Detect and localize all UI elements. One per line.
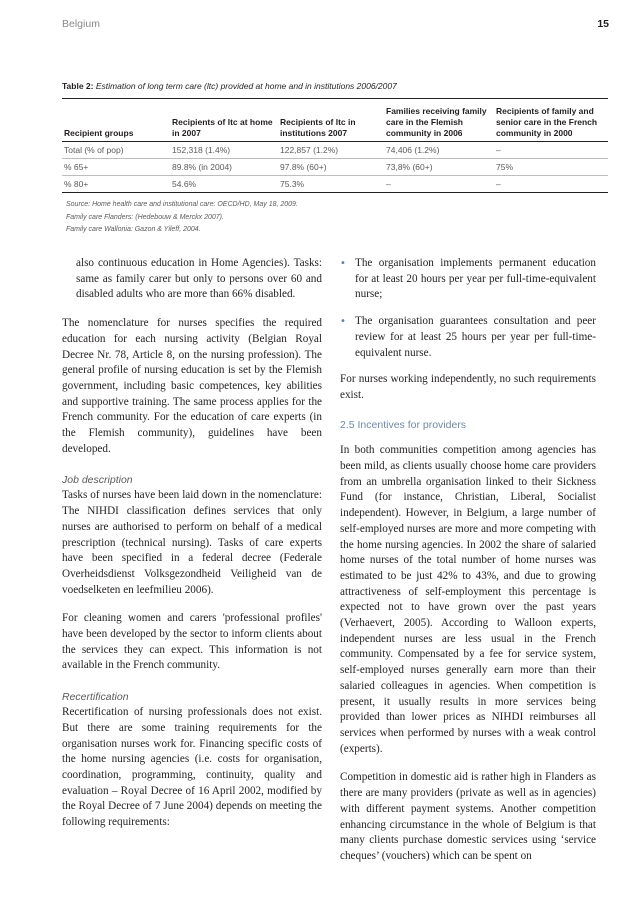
bullet-icon: • bbox=[340, 258, 346, 269]
table-caption-text: Estimation of long term care (ltc) provided at home and in institutions 2006/2007 bbox=[95, 81, 397, 91]
table-header-cell: Recipients of ltc in institutions 2007 bbox=[280, 117, 356, 138]
page-number: 15 bbox=[597, 18, 609, 30]
subheading-recertification: Recertification bbox=[62, 691, 129, 704]
paragraph: In both communities competition among agencies has been mild, as clients usually choose home care providers from an umbrella organisation linked to their Sickness Fund (for instance, Christian, Liberal, Socialist independent). However, in Belgium, a large number of self-employed nurses are more and more competing with the home nursing agencies. In 2002 the share of salaried home nurses of the total number of home nurses was estimated to be just 42% to 43%, and due to growing attractiveness of self-employment this percentage is expected not to have grown over the past years (Verhaevert, 2005). According to Walloon experts, independent nurses are less usual in the French community. Compensated by a fee for service system, self-employed nurses generally earn more than their salaried colleagues in agencies. When competition is present, it usually results in more services being provided than lower prices as NIHDI reimburses all services when performed by nurses with a weak control (experts). bbox=[340, 444, 596, 755]
table-cell: 73,8% (60+) bbox=[386, 162, 433, 172]
running-header-country: Belgium bbox=[62, 18, 100, 30]
right-column bbox=[340, 256, 596, 878]
table-cell: 75% bbox=[496, 162, 514, 172]
table-row bbox=[62, 159, 608, 176]
paragraph: Tasks of nurses have been laid down in the nomenclature: The NIHDI classification defines services that only nurses are authorised to perform on behalf of a medical prescription (technical nursing). Tasks of care experts have been specified in a federal decree (Federale Overheidsdienst Volksgezondheid Veiligheid van de voedselketen en leefmilieu 2006). bbox=[62, 489, 322, 596]
bullet-text: The organisation implements permanent education for at least 20 hours per year per full-time-equivalent nurse; bbox=[355, 257, 596, 301]
table-cell: 152,318 (1.4%) bbox=[172, 145, 231, 155]
paragraph: The nomenclature for nurses specifies the required education for each nursing activity (Belgian Royal Decree Nr. 78, Article 8, on the nursing profession). The general profile of nursing education is set by the Flemish government, including basic competences, key abilities and supportive training. The same process applies for the French community. For the education of care experts (in the Flemish community), guidelines have been developed. bbox=[62, 317, 322, 455]
table-cell: % 65+ bbox=[64, 162, 89, 172]
bullet-item bbox=[340, 314, 596, 361]
source-line: Family care Flanders: (Hedebouw & Merckx 2007). bbox=[66, 213, 224, 221]
left-column bbox=[62, 256, 322, 844]
table-cell: 89.8% (in 2004) bbox=[172, 162, 233, 172]
table-cell: 54.6% bbox=[172, 179, 197, 189]
table-caption bbox=[62, 81, 397, 91]
table-row bbox=[62, 176, 608, 193]
source-line: Family care Wallonia: Gazon & Yileff, 2004. bbox=[66, 226, 201, 233]
table-header-cell: Families receiving family care in the Flemish community in 2006 bbox=[386, 106, 487, 138]
bullet-icon: • bbox=[340, 316, 346, 328]
subheading-job-description: Job description bbox=[62, 474, 133, 487]
table-cell: Total (% of pop) bbox=[64, 145, 124, 155]
paragraph: Recertification of nursing professionals does not exist. But there are some training requirements for the organisation nurses work for. Financing specific costs of the home nursing agencies (i.e. costs for organisation, coordination, programming, continuity, quality and evaluation – Royal Decree of 16 April 2002, modified by the Royal Decree of 7 June 2004) depends on meeting the following requirements: bbox=[62, 706, 322, 829]
section-heading: 2.5 Incentives for providers bbox=[340, 418, 467, 431]
table-cell: 74,406 (1.2%) bbox=[386, 145, 440, 155]
table-cell: – bbox=[386, 179, 391, 189]
table-cell: 122,857 (1.2%) bbox=[280, 145, 339, 155]
bullet-item bbox=[340, 256, 596, 303]
ltc-table bbox=[62, 98, 608, 193]
source-line: Source: Home health care and institutional care: OECD/HD, May 18, 2009. bbox=[66, 201, 298, 208]
paragraph: also continuous education in Home Agencies). Tasks: same as family carer but only to persons over 60 and disabled adults who are more than 66% disabled. bbox=[76, 257, 322, 301]
table-header-cell: Recipients of ltc at home in 2007 bbox=[172, 117, 273, 138]
paragraph: For cleaning women and carers 'professional profiles' have been developed by the sector to inform clients about the services they can expect. This information is not available in the French community. bbox=[62, 612, 322, 672]
table-header-cell: Recipient groups bbox=[64, 128, 134, 138]
table-sources bbox=[66, 199, 298, 237]
table-cell: – bbox=[496, 145, 501, 155]
table-header-cell: Recipients of family and senior care in the French community in 2000 bbox=[496, 106, 598, 138]
table-header-row bbox=[62, 99, 608, 142]
table-cell: – bbox=[496, 179, 501, 189]
table-caption-label: Table 2: bbox=[62, 81, 94, 91]
bullet-text: The organisation guarantees consultation and peer review for at least 25 hours per year per full-time-equivalent nurse. bbox=[355, 315, 596, 359]
table-cell: % 80+ bbox=[64, 179, 89, 189]
paragraph: For nurses working independently, no such requirements exist. bbox=[340, 373, 596, 401]
table-row bbox=[62, 142, 608, 159]
table-cell: 75.3% bbox=[280, 179, 305, 189]
table-cell: 97.8% (60+) bbox=[280, 162, 327, 172]
paragraph: Competition in domestic aid is rather high in Flanders as there are many providers (private as well as in agencies) with different payment systems. Another competition enhancing circumstance in the whole of Belgium is that many clients purchase domestic services using ‘service cheques’ (vouchers) which can be spent on bbox=[340, 771, 596, 862]
